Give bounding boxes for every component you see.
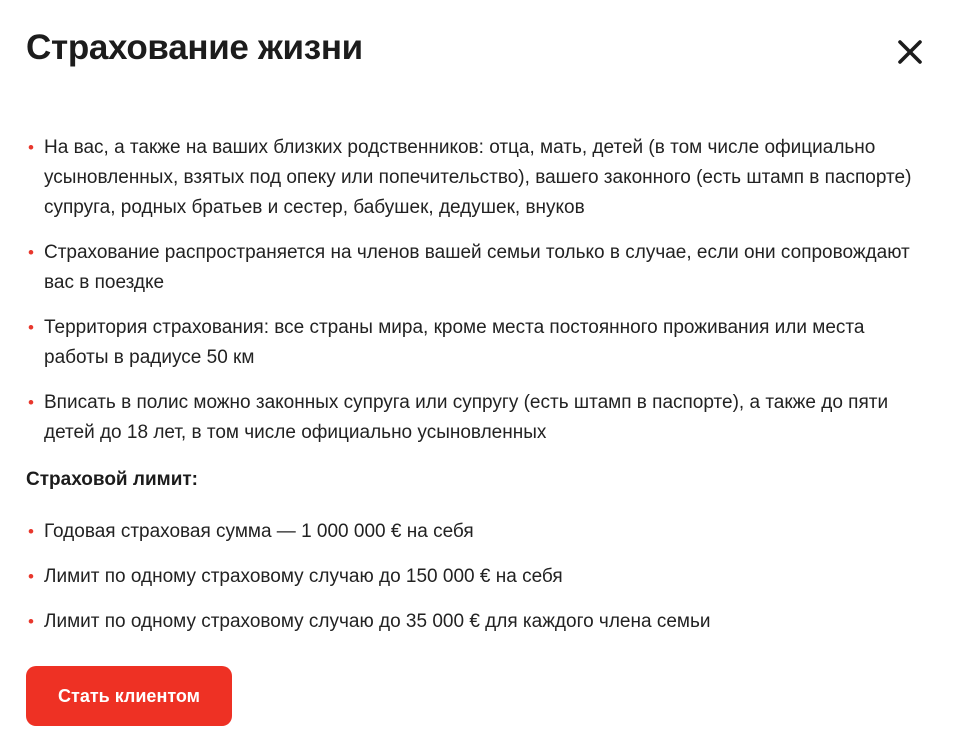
list-item	[26, 133, 926, 223]
list-item	[26, 313, 926, 373]
limits-list	[26, 517, 926, 652]
bullet-icon: •	[28, 138, 34, 157]
list-item	[26, 562, 926, 592]
bullet-icon: •	[28, 318, 34, 337]
list-item-text: Вписать в полис можно законных супруга или супругу (есть штамп в паспорте), а также до пяти детей до 18 лет, в том числе официально усыновленных	[44, 392, 889, 443]
bullet-icon: •	[28, 522, 34, 541]
coverage-list	[26, 133, 926, 463]
limit-heading: Страховой лимит:	[26, 469, 199, 490]
become-client-button[interactable]: Стать клиентом	[26, 666, 232, 726]
list-item	[26, 517, 926, 547]
list-item-text: Страхование распространяется на членов вашей семьи только в случае, если они сопровождают вас в поездке	[44, 242, 910, 293]
bullet-icon: •	[28, 243, 34, 262]
list-item	[26, 607, 926, 637]
list-item-text: На вас, а также на ваших близких родственников: отца, мать, детей (в том числе официально усыновленных, взятых под опеку или попечительство), вашего законного (есть штамп в паспорте) супруга, родных братьев и сестер, бабушек, дедушек, внуков	[44, 137, 912, 218]
bullet-icon: •	[28, 567, 34, 586]
list-item-text: Годовая страховая сумма — 1 000 000 € на себя	[44, 521, 474, 542]
bullet-icon: •	[28, 393, 34, 412]
close-icon	[894, 36, 926, 68]
list-item-text: Территория страхования: все страны мира, кроме места постоянного проживания или места работы в радиусе 50 км	[44, 317, 865, 368]
list-item	[26, 238, 926, 298]
list-item-text: Лимит по одному страховому случаю до 150 000 € на себя	[44, 566, 563, 587]
list-item	[26, 388, 926, 448]
list-item-text: Лимит по одному страховому случаю до 35 000 € для каждого члена семьи	[44, 611, 711, 632]
close-button[interactable]	[894, 36, 926, 68]
modal-title: Страхование жизни	[26, 28, 363, 67]
bullet-icon: •	[28, 612, 34, 631]
